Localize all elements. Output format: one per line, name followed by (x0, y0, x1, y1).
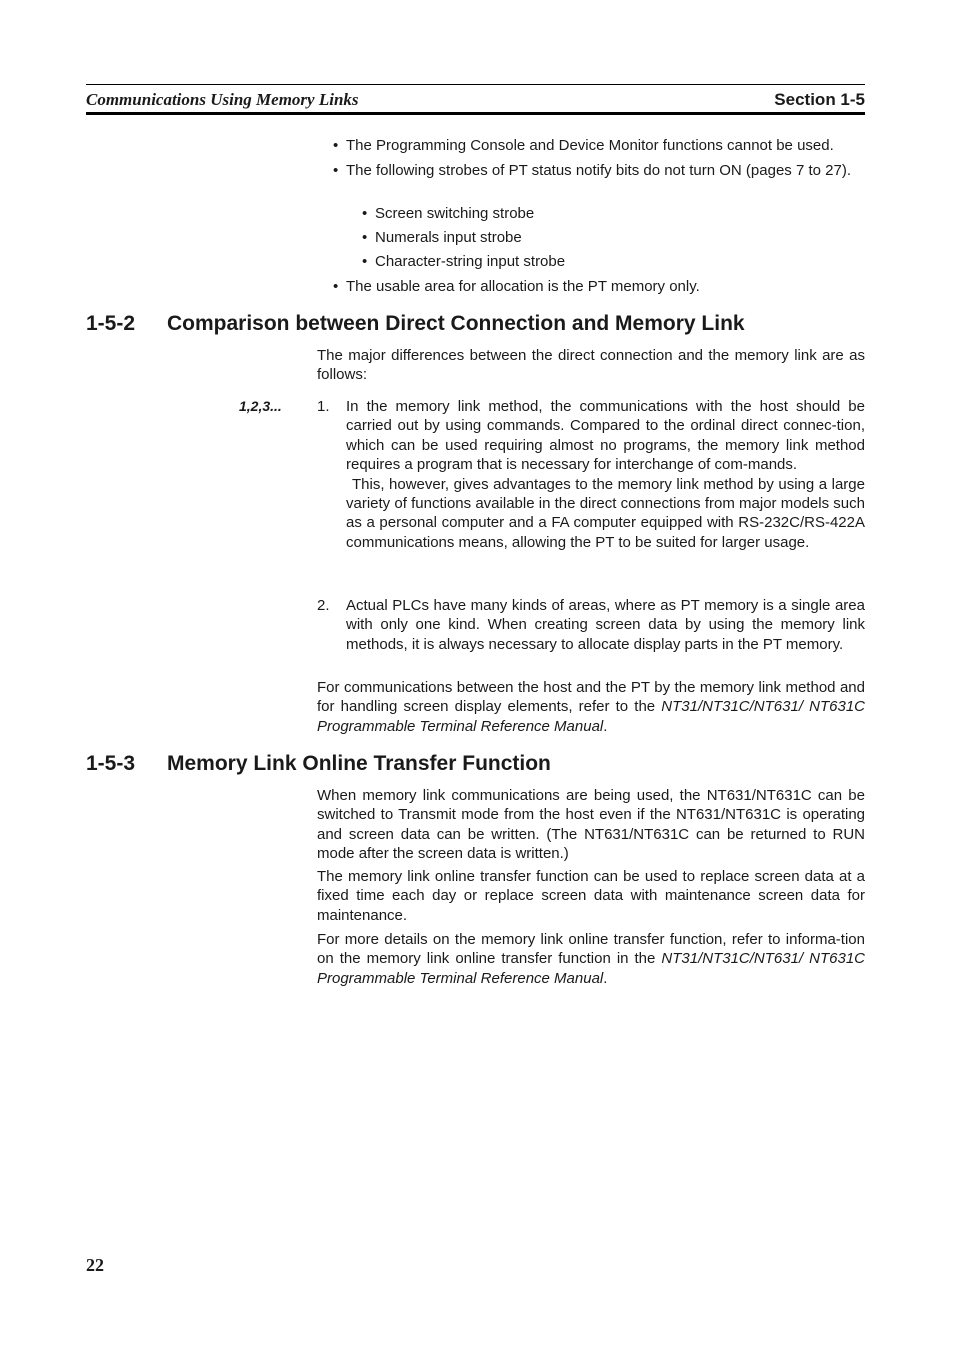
list-item: • The following strobes of PT status notify bits do not turn ON (pages 7 to 27). (333, 162, 851, 179)
manual-reference: NT31/NT31C/NT631/ NT631C Programmable Terminal Reference Manual (317, 698, 865, 735)
paragraph: When memory link communications are being used, the NT631/NT631C can be switched to Transmit mode from the host even if the NT631/NT631C is operating and screen data can be written. (The NT631/NT631C can be returned to RUN mode after the screen data is written.) (317, 787, 865, 863)
bullet-icon: • (333, 137, 339, 154)
section-number: 1-5-3 (86, 752, 136, 775)
paragraph: The memory link online transfer function can be used to replace screen data at a fixed time each day or replace screen data with maintenance screen data for maintenance. (317, 868, 865, 924)
list-item: • Screen switching strobe (362, 205, 535, 222)
closing-paragraph: For communications between the host and the PT by the memory link method and for handling screen display elements, refer to the NT31/NT31C/NT631/ NT631C Programmable Terminal Reference Manual. (317, 679, 865, 735)
header-rule-bottom (86, 112, 865, 115)
numbered-item-2 (317, 596, 865, 654)
numbered-item-1 (317, 397, 865, 552)
item-paragraph: In the memory link method, the communications with the host should be carried out by using commands. Compared to the ordinal direct connec-tion, which can be used requiring almost no programs, the memory link method requires a program that is necessary for interchange of com-mands. (346, 398, 865, 474)
bullet-icon: • (333, 162, 339, 179)
bullet-icon: • (362, 205, 368, 222)
page-number: 22 (86, 1255, 104, 1275)
section-title: Comparison between Direct Connection and Memory Link (167, 312, 745, 335)
list-item: • Numerals input strobe (362, 229, 522, 246)
manual-reference: NT31/NT31C/NT631/ NT631C Programmable Terminal Reference Manual (317, 950, 866, 987)
bullet-icon: • (333, 278, 339, 295)
section-number: 1-5-2 (86, 312, 136, 335)
bullet-icon: • (362, 253, 368, 270)
list-item: • The Programming Console and Device Monitor functions cannot be used. (333, 137, 834, 154)
step-label: 1,2,3... (239, 398, 282, 414)
item-paragraph: This, however, gives advantages to the memory link method by using a large variety of functions available in the direct connections from major models such as a personal computer and a FA computer equipped with RS-232C/RS-422A communications means, allowing the PT to be suited for larger usage. (346, 475, 865, 551)
bullet-icon: • (362, 229, 368, 246)
paragraph: For more details on the memory link online transfer function, refer to informa-tion on the memory link online transfer function in the NT31/NT31C/NT631/ NT631C Programmable Terminal Reference Manual. (317, 931, 866, 987)
running-header-section: Section 1-5 (774, 90, 865, 109)
section-title: Memory Link Online Transfer Function (167, 752, 551, 775)
header-rule-top (86, 84, 865, 85)
list-item: • Character-string input strobe (362, 253, 566, 270)
item-number: 2. (317, 597, 330, 614)
running-header-title: Communications Using Memory Links (86, 90, 359, 109)
list-item: • The usable area for allocation is the PT memory only. (333, 278, 700, 295)
item-number: 1. (317, 398, 330, 415)
item-paragraph: Actual PLCs have many kinds of areas, where as PT memory is a single area with only one kind. When creating screen data by using the memory link methods, it is always necessary to allocate display parts in the PT memory. (346, 597, 865, 653)
section-intro-paragraph: The major differences between the direct connection and the memory link are as follows: (317, 347, 865, 384)
